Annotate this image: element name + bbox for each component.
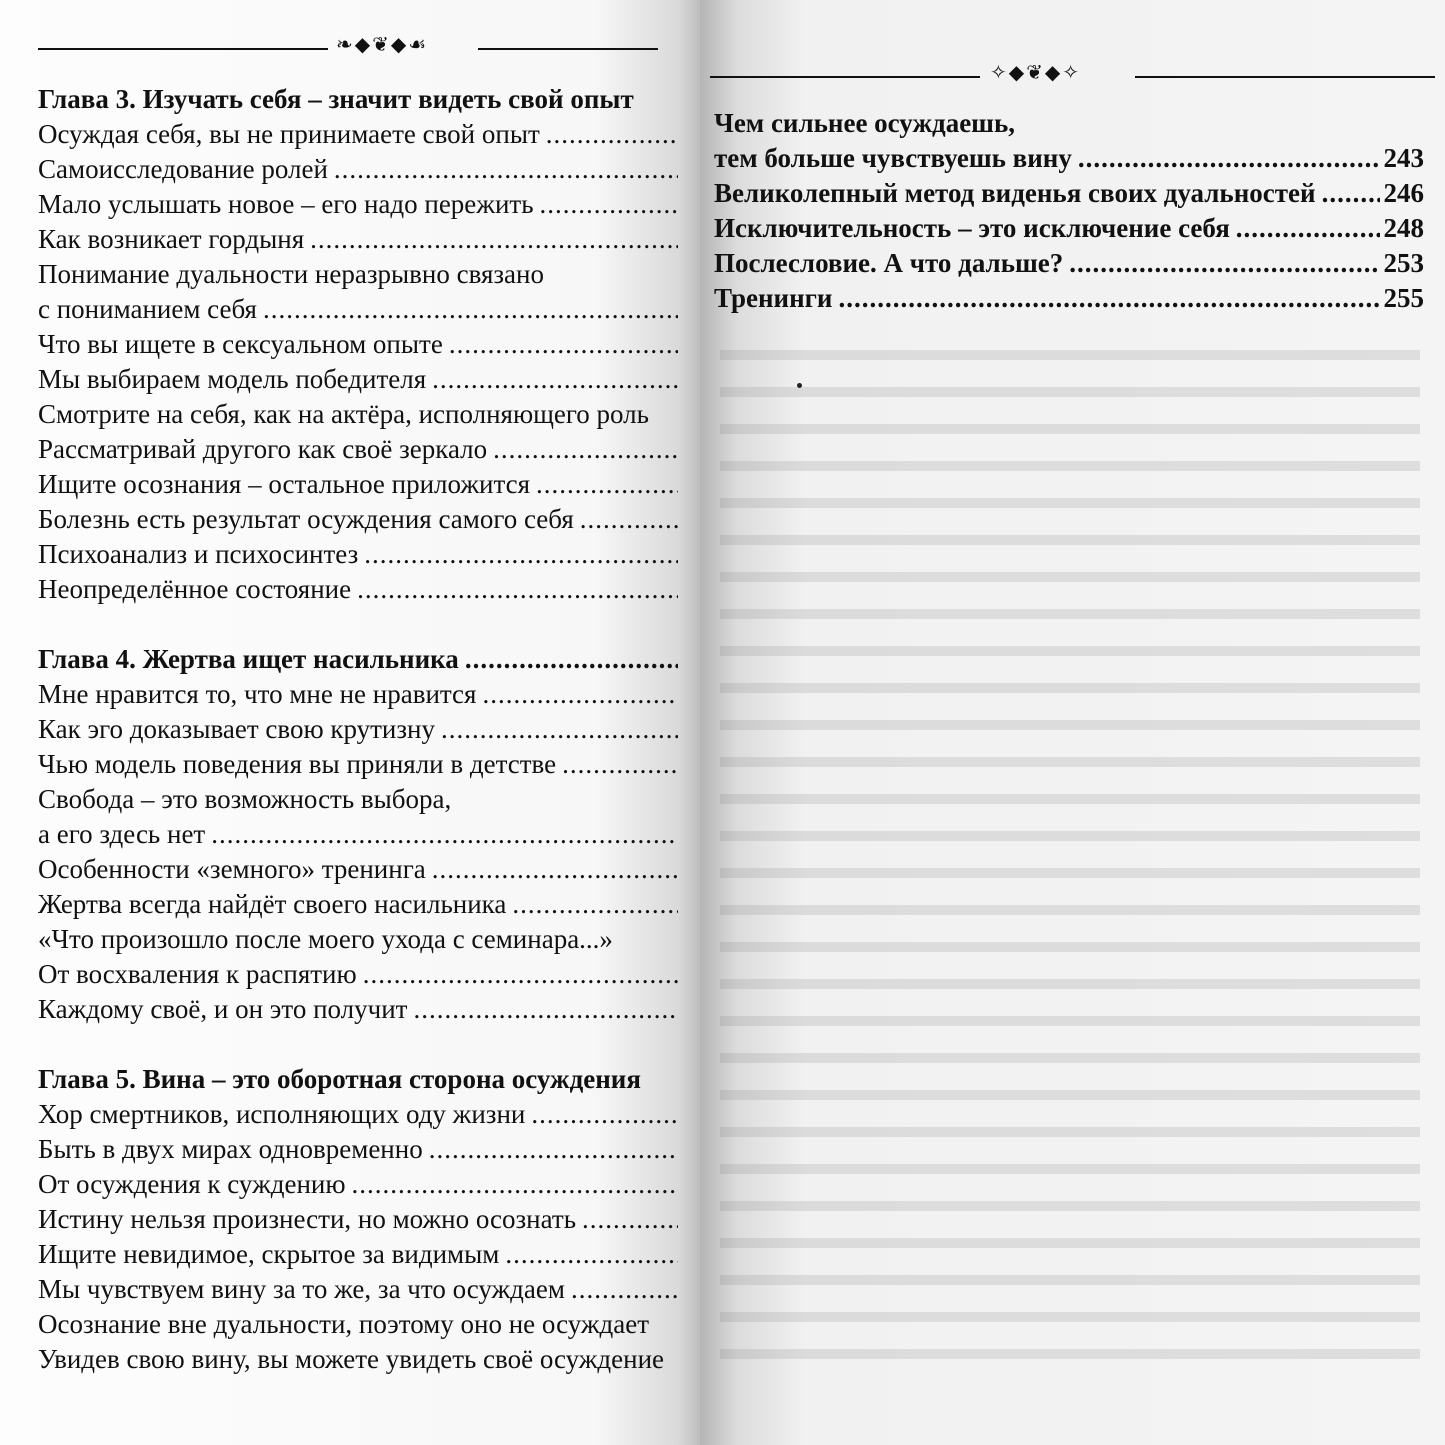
toc-entry: Чем сильнее осуждаешь, <box>714 108 1015 138</box>
page-number: 248 <box>1383 213 1424 243</box>
left-page <box>0 0 700 1445</box>
toc-entry: Болезнь есть результат осуждения самого себя ..... <box>38 502 678 537</box>
toc-entry: Мы выбираем модель победителя ..... <box>38 362 678 397</box>
toc-entry: Быть в двух мирах одновременно ..... <box>38 1132 678 1167</box>
toc-entry: Как возникает гордыня ..... <box>38 222 678 257</box>
toc-entry: Ищите невидимое, скрытое за видимым ..... <box>38 1237 678 1272</box>
toc-entry: Осознание вне дуальности, поэтому оно не осуждает <box>38 1309 650 1339</box>
toc-entry: Увидев свою вину, вы можете увидеть своё осуждение <box>38 1344 665 1374</box>
toc-entry: Рассматривай другого как своё зеркало ..... <box>38 432 678 467</box>
ornament-rule <box>38 48 328 50</box>
toc-entry: Послесловие. А что дальше? ..... 253 <box>714 246 1424 281</box>
ornament-glyphs: ❧◆❦◆☙ <box>336 32 429 56</box>
toc-left <box>38 82 678 1377</box>
toc-entry: Психоанализ и психосинтез ..... <box>38 537 678 572</box>
toc-entry: Мы чувствуем вину за то же, за что осуждаем ..... <box>38 1272 678 1307</box>
toc-entry: Каждому своё, и он это получит ..... <box>38 992 678 1027</box>
toc-entry: Самоисследование ролей ..... <box>38 152 678 187</box>
toc-entry: Понимание дуальности неразрывно связано <box>38 259 544 289</box>
page-number: 243 <box>1383 143 1424 173</box>
toc-entry: с пониманием себя ..... <box>38 292 678 327</box>
top-ornament-right <box>710 60 1435 90</box>
toc-entry: Мало услышать новое – его надо пережить ..... <box>38 187 678 222</box>
chapter-heading: Глава 3. Изучать себя – значит видеть свой опыт <box>38 84 634 114</box>
toc-entry: «Что произошло после моего ухода с семинара...» <box>38 924 613 954</box>
toc-entry: Неопределённое состояние ..... <box>38 572 678 607</box>
toc-entry: Свобода – это возможность выбора, <box>38 784 452 814</box>
bullet-mark <box>797 383 802 388</box>
toc-entry: Осуждая себя, вы не принимаете свой опыт ..... <box>38 117 678 152</box>
toc-entry: Мне нравится то, что мне не нравится ..... <box>38 677 678 712</box>
toc-entry: Хор смертников, исполняющих оду жизни ..... <box>38 1097 678 1132</box>
toc-entry: Особенности «земного» тренинга ..... <box>38 852 678 887</box>
toc-entry: Что вы ищете в сексуальном опыте ..... <box>38 327 678 362</box>
page-number: 246 <box>1383 178 1424 208</box>
ornament-rule <box>710 76 980 78</box>
ornament-glyphs: ✧◆❦◆✧ <box>990 60 1082 84</box>
toc-entry: Смотрите на себя, как на актёра, исполняющего роль <box>38 399 649 429</box>
spacer <box>38 1027 678 1062</box>
toc-entry: Ищите осознания – остальное приложится ..... <box>38 467 678 502</box>
toc-entry: тем больше чувствуешь вину ..... 243 <box>714 141 1424 176</box>
toc-entry: Тренинги ..... 255 <box>714 281 1424 316</box>
bleed-through-texture <box>720 330 1420 1380</box>
toc-right <box>714 106 1424 316</box>
top-ornament-left <box>38 32 658 62</box>
toc-entry: От осуждения к суждению ..... <box>38 1167 678 1202</box>
toc-entry: Истину нельзя произнести, но можно осознать ..... <box>38 1202 678 1237</box>
page-number: 255 <box>1383 283 1424 313</box>
toc-entry: Как эго доказывает свою крутизну ..... <box>38 712 678 747</box>
spacer <box>38 607 678 642</box>
page-number: 253 <box>1383 248 1424 278</box>
chapter-heading: Глава 4. Жертва ищет насильника ..... <box>38 642 678 677</box>
ornament-rule <box>478 48 658 50</box>
toc-entry: Великолепный метод виденья своих дуальностей ..... 246 <box>714 176 1424 211</box>
toc-entry: Чью модель поведения вы приняли в детстве ..... <box>38 747 678 782</box>
toc-entry: Исключительность – это исключение себя ..... 248 <box>714 211 1424 246</box>
ornament-rule <box>1135 76 1435 78</box>
toc-entry: а его здесь нет ..... <box>38 817 678 852</box>
toc-entry: От восхваления к распятию ..... <box>38 957 678 992</box>
chapter-heading: Глава 5. Вина – это оборотная сторона осуждения <box>38 1064 641 1094</box>
toc-entry: Жертва всегда найдёт своего насильника ..... <box>38 887 678 922</box>
